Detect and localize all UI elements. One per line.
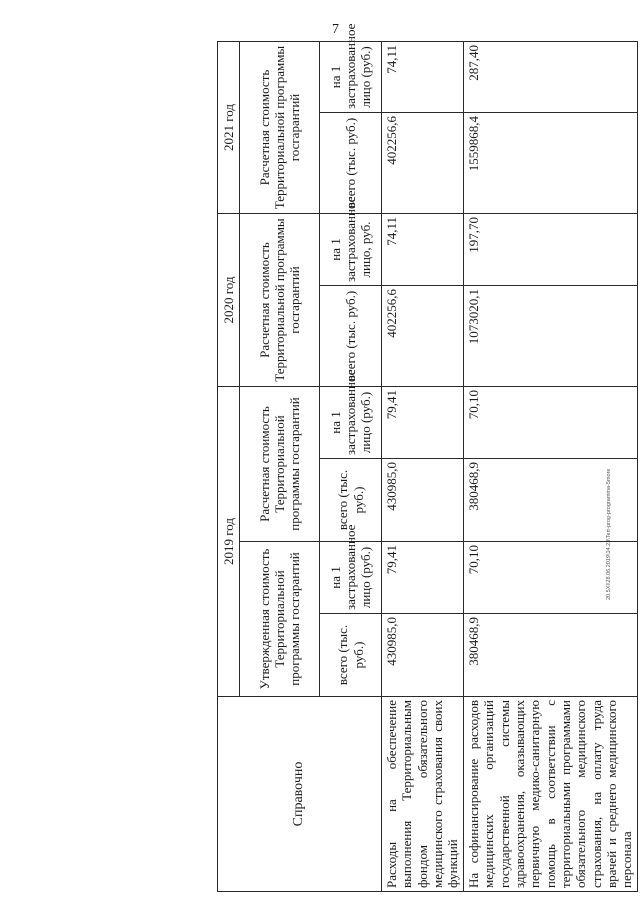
table-row — [382, 42, 464, 892]
cell-value: 430985,0 — [382, 614, 464, 697]
cell-value: 74,11 — [382, 214, 464, 286]
approved-cost-header: Утвержденная стоимость Территориальной программы госгарантий — [240, 542, 320, 697]
cell-value: 380468,9 — [464, 614, 638, 697]
row-label: Расходы на обеспечение выполнения Территориальным фондом обязательного медицинского страхования своих функций — [382, 697, 464, 892]
year-2020-header: 2020 год — [218, 214, 240, 387]
col-total-header: всего (тыс. руб.) — [320, 286, 382, 387]
col-per-person-header: на 1 застрахованное лицо, руб. — [320, 214, 382, 286]
cell-value: 402256,6 — [382, 286, 464, 387]
col-per-person-header: на 1 застрахованное лицо (руб.) — [320, 387, 382, 459]
cell-value: 287,40 — [464, 42, 638, 113]
col-per-person-header: на 1 застрахованное лицо (руб.) — [320, 542, 382, 614]
cell-value: 70,10 — [464, 387, 638, 459]
cell-value: 1559868,4 — [464, 113, 638, 214]
cell-value: 402256,6 — [382, 113, 464, 214]
page-number: 7 — [332, 22, 339, 37]
col-per-person-header: на 1 застрахованное лицо (руб.) — [320, 42, 382, 113]
calc-cost-header-2019: Расчетная стоимость Территориальной программы госгарантий — [240, 387, 320, 542]
cell-value: 70,10 — [464, 542, 638, 614]
col-total-header: всего (тыс. руб.) — [320, 614, 382, 697]
cell-value: 430985,0 — [382, 459, 464, 542]
col-total-header: всего (тыс. руб.) — [320, 113, 382, 214]
side-stamp-text: 20.5XI\28.06.2019\14.23\Terr-prog-programma-5more — [606, 468, 612, 600]
calc-cost-header-2021: Расчетная стоимость Территориальной программы госгарантий — [240, 42, 320, 214]
table-row — [464, 42, 638, 892]
cell-value: 79,41 — [382, 387, 464, 459]
year-2021-header: 2021 год — [218, 42, 240, 214]
cell-value: 380468,9 — [464, 459, 638, 542]
cell-value: 197,70 — [464, 214, 638, 286]
cell-value: 1073020,1 — [464, 286, 638, 387]
cell-value: 74,11 — [382, 42, 464, 113]
calc-cost-header-2020: Расчетная стоимость Территориальной программы госгарантий — [240, 214, 320, 387]
cell-value: 79,41 — [382, 542, 464, 614]
ref-header: Справочно — [218, 697, 382, 892]
col-total-header: всего (тыс. руб.) — [320, 459, 382, 542]
year-2019-header: 2019 год — [218, 387, 240, 697]
expenses-table — [217, 23, 638, 892]
row-label: На софинансирование расходов медицинских организаций государственной системы здравоохранения, оказывающих первичную медико-санитарную помощь в соответствии с территориальными программами обязательного медицинского страхования, на оплату труда врачей и среднего медицинского персонала — [464, 697, 638, 892]
